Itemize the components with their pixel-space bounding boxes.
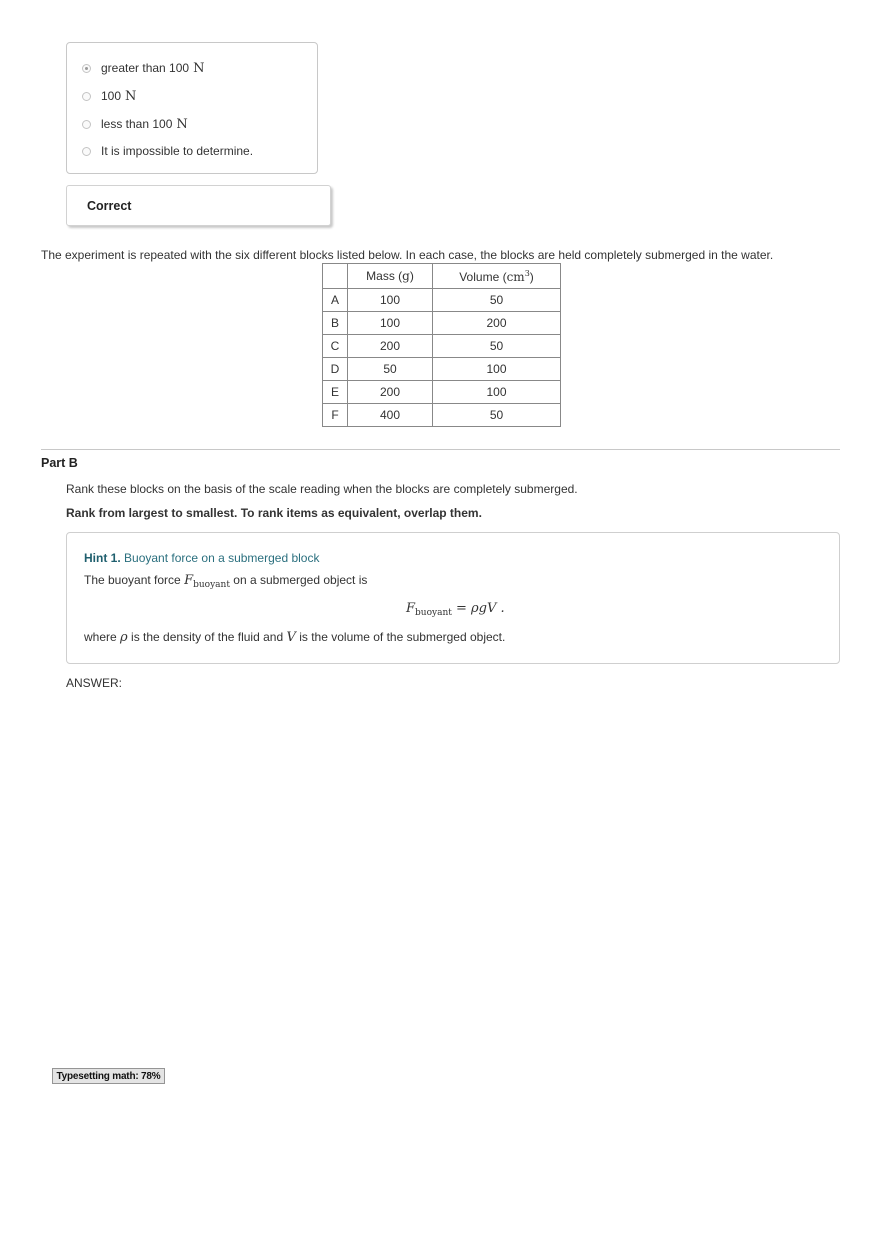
block-label: A [323,289,348,312]
hint-text-line3: where ρ is the density of the fluid and V is the volume of the submerged object. [84,630,506,645]
block-label: B [323,312,348,335]
table-row [323,381,561,404]
block-label: D [323,358,348,381]
table-row [323,335,561,358]
table-row [323,404,561,427]
header-mass: Mass (g) [348,264,433,289]
hint-panel [66,532,840,664]
choice-equal-100[interactable] [82,88,136,104]
volume-cell: 50 [433,404,561,427]
volume-cell: 50 [433,335,561,358]
mass-cell: 50 [348,358,433,381]
choice-label: 100 [101,88,122,103]
volume-cell: 200 [433,312,561,335]
section-divider [41,449,840,450]
radio-button[interactable] [82,147,91,156]
radio-button-selected[interactable] [82,64,91,73]
unit-label: N [176,116,188,132]
unit-label: N [125,88,137,104]
mass-cell: 100 [348,312,433,335]
choice-label: less than 100 [101,116,173,131]
volume-cell: 100 [433,358,561,381]
choice-impossible[interactable] [82,143,253,159]
header-volume: Volume $(cm^3)$ [433,264,561,289]
mass-cell: 200 [348,381,433,404]
table-row [323,358,561,381]
choice-label: greater than 100 [101,60,190,75]
unit-label: N [193,60,205,76]
volume-cell: 100 [433,381,561,404]
problem-intro: The experiment is repeated with the six different blocks listed below. In each case, the blocks are held completely submerged in the water. [41,248,774,262]
mass-cell: 400 [348,404,433,427]
math-V: V [286,630,296,645]
hint-title: Buoyant force on a submerged block [124,551,320,565]
radio-button[interactable] [82,92,91,101]
part-instruction-bold: Rank from largest to smallest. To rank items as equivalent, overlap them. [66,506,482,520]
answer-choices [66,42,318,174]
answer-label: ANSWER: [66,676,123,690]
hint-number: Hint 1. [84,551,121,565]
math-F: $F_{buoyant}$ [184,573,230,590]
table-row [323,312,561,335]
feedback-correct: Correct [87,199,132,213]
header-blank [323,264,348,289]
block-label: C [323,335,348,358]
feedback-panel [66,185,331,226]
mass-cell: 100 [348,289,433,312]
hint-title-link[interactable] [84,551,319,565]
table-header-row [323,264,561,289]
buoyant-force-equation: $F_{buoyant} = \rho gV$ . [406,601,505,618]
mass-cell: 200 [348,335,433,358]
radio-button[interactable] [82,120,91,129]
part-instruction: Rank these blocks on the basis of the scale reading when the blocks are completely submerged. [66,482,578,496]
hint-text-line1: The buoyant force $F_{buoyant}$ on a submerged object is [84,573,368,590]
choice-label: It is impossible to determine. [101,144,254,158]
typesetting-progress: Typesetting math: 78% [52,1068,165,1084]
choice-greater-than-100[interactable] [82,60,204,76]
blocks-table [322,263,561,427]
block-label: E [323,381,348,404]
table-row [323,289,561,312]
math-rho: ρ [120,630,128,645]
volume-cell: 50 [433,289,561,312]
part-title: Part B [41,456,78,470]
block-label: F [323,404,348,427]
choice-less-than-100[interactable] [82,116,188,132]
